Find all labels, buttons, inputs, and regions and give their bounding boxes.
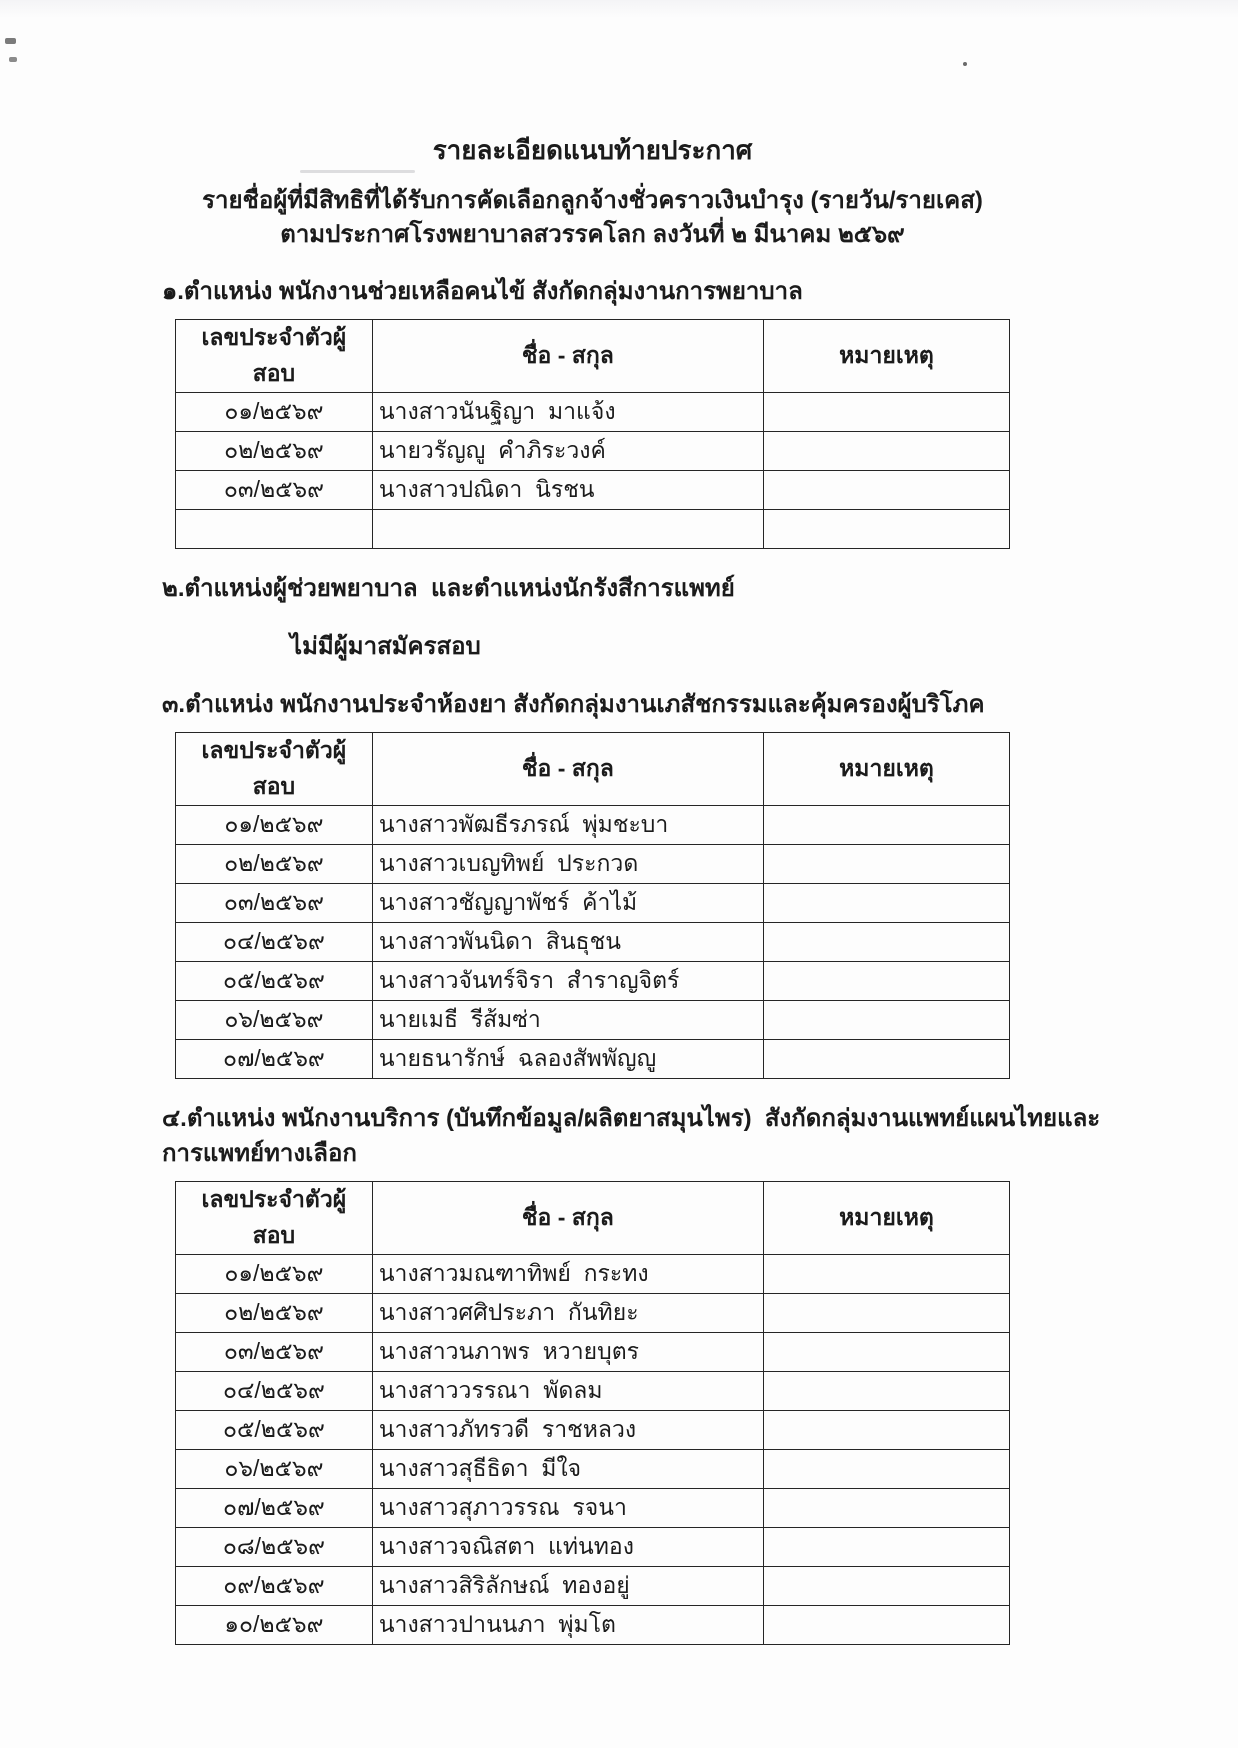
cell-exam-id: ๐๒/๒๕๖๙: [176, 1294, 373, 1333]
cell-remark: [763, 1255, 1009, 1294]
cell-remark: [763, 393, 1009, 432]
cell-name: นางสาวปณิดา นิรชน: [372, 471, 763, 510]
cell-remark: [763, 1567, 1009, 1606]
cell-name: นางสาวนันฐิญา มาแจ้ง: [372, 393, 763, 432]
cell-remark: [763, 884, 1009, 923]
section-heading: ๓.ตำแหน่ง พนักงานประจำห้องยา สังกัดกลุ่มงานเภสัชกรรมและคุ้มครองผู้บริโภค: [162, 691, 985, 718]
table-row: [176, 1372, 1010, 1411]
cell-name: นายวรัญญู คำภิระวงค์: [372, 432, 763, 471]
column-header-exam-id: เลขประจำตัวผู้สอบ: [176, 1182, 373, 1255]
cell-exam-id: ๐๕/๒๕๖๙: [176, 1411, 373, 1450]
cell-exam-id: ๐๘/๒๕๖๙: [176, 1528, 373, 1567]
cell-exam-id: ๐๓/๒๕๖๙: [176, 884, 373, 923]
section-heading: ๔.ตำแหน่ง พนักงานบริการ (บันทึกข้อมูล/ผลิตยาสมุนไพร) สังกัดกลุ่มงานแพทย์แผนไทยและการแพทย์ทางเลือก: [162, 1105, 1101, 1167]
cell-name: นางสาวจันทร์จิรา สำราญจิตร์: [372, 962, 763, 1001]
table-row: [176, 1040, 1010, 1079]
section-note: ไม่มีผู้มาสมัครสอบ: [290, 633, 481, 660]
table-row: [176, 1450, 1010, 1489]
column-header-exam-id: เลขประจำตัวผู้สอบ: [176, 320, 373, 393]
cell-exam-id: ๐๓/๒๕๖๙: [176, 471, 373, 510]
cell-exam-id: ๐๔/๒๕๖๙: [176, 923, 373, 962]
cell-exam-id: ๐๑/๒๕๖๙: [176, 806, 373, 845]
table-row: [176, 471, 1010, 510]
table-row: [176, 1411, 1010, 1450]
cell-remark: [763, 471, 1009, 510]
cell-remark: [763, 1040, 1009, 1079]
position-section: [162, 1101, 1101, 1645]
column-header-remark: หมายเหตุ: [763, 733, 1009, 806]
cell-remark: [763, 1606, 1009, 1645]
cell-exam-id: ๐๑/๒๕๖๙: [176, 1255, 373, 1294]
table-row: [176, 923, 1010, 962]
cell-name: นางสาวเบญทิพย์ ประกวด: [372, 845, 763, 884]
cell-remark: [763, 1450, 1009, 1489]
sections-container: [162, 274, 1101, 1645]
cell-remark: [763, 806, 1009, 845]
column-header-remark: หมายเหตุ: [763, 1182, 1009, 1255]
table-row: [176, 1294, 1010, 1333]
cell-name: นางสาวพันนิดา สินธุชน: [372, 923, 763, 962]
column-header-name: ชื่อ - สกุล: [372, 1182, 763, 1255]
document-title: รายละเอียดแนบท้ายประกาศ: [432, 135, 753, 165]
cell-exam-id: ๐๒/๒๕๖๙: [176, 845, 373, 884]
cell-exam-id: ๐๖/๒๕๖๙: [176, 1450, 373, 1489]
table-header-row: [176, 1182, 1010, 1255]
position-section: [162, 274, 1010, 549]
cell-name: นางสาวจณิสตา แท่นทอง: [372, 1528, 763, 1567]
candidate-table: [175, 319, 1010, 549]
table-row: [176, 1489, 1010, 1528]
cell-remark: [763, 845, 1009, 884]
cell-exam-id: ๐๓/๒๕๖๙: [176, 1333, 373, 1372]
cell-exam-id: [176, 510, 373, 549]
table-row: [176, 806, 1010, 845]
cell-name: นางสาววรรณา พัดลม: [372, 1372, 763, 1411]
table-row: [176, 845, 1010, 884]
cell-exam-id: ๐๒/๒๕๖๙: [176, 432, 373, 471]
table-header-row: [176, 733, 1010, 806]
cell-remark: [763, 1411, 1009, 1450]
cell-remark: [763, 1489, 1009, 1528]
cell-exam-id: ๐๔/๒๕๖๙: [176, 1372, 373, 1411]
column-header-name: ชื่อ - สกุล: [372, 320, 763, 393]
cell-remark: [763, 1294, 1009, 1333]
scan-artifact: [9, 57, 17, 62]
table-row: [176, 510, 1010, 549]
table-row: [176, 1001, 1010, 1040]
cell-exam-id: ๐๗/๒๕๖๙: [176, 1040, 373, 1079]
candidate-table: [175, 732, 1010, 1079]
cell-name: นางสาวชัญญาพัชร์ ค้าไม้: [372, 884, 763, 923]
cell-exam-id: ๐๕/๒๕๖๙: [176, 962, 373, 1001]
cell-name: [372, 510, 763, 549]
section-heading: ๒.ตำแหน่งผู้ช่วยพยาบาล และตำแหน่งนักรังสีการแพทย์: [162, 575, 735, 602]
cell-exam-id: ๐๖/๒๕๖๙: [176, 1001, 373, 1040]
cell-exam-id: ๐๙/๒๕๖๙: [176, 1567, 373, 1606]
cell-name: นางสาวนภาพร หวายบุตร: [372, 1333, 763, 1372]
cell-exam-id: ๑๐/๒๕๖๙: [176, 1606, 373, 1645]
cell-remark: [763, 1528, 1009, 1567]
cell-name: นางสาวสิริลักษณ์ ทองอยู่: [372, 1567, 763, 1606]
cell-name: นางสาวภัทรวดี ราชหลวง: [372, 1411, 763, 1450]
position-section: [162, 687, 1010, 1079]
cell-name: นายธนารักษ์ ฉลองสัพพัญญู: [372, 1040, 763, 1079]
section-heading: ๑.ตำแหน่ง พนักงานช่วยเหลือคนไข้ สังกัดกลุ่มงานการพยาบาล: [162, 278, 803, 305]
cell-remark: [763, 962, 1009, 1001]
column-header-name: ชื่อ - สกุล: [372, 733, 763, 806]
cell-remark: [763, 432, 1009, 471]
table-row: [176, 1255, 1010, 1294]
cell-name: นางสาวศศิประภา กันทิยะ: [372, 1294, 763, 1333]
cell-name: นางสาวมณฑาทิพย์ กระทง: [372, 1255, 763, 1294]
cell-remark: [763, 1372, 1009, 1411]
cell-exam-id: ๐๑/๒๕๖๙: [176, 393, 373, 432]
cell-name: นายเมธี รีส้มซ่า: [372, 1001, 763, 1040]
table-row: [176, 1606, 1010, 1645]
cell-remark: [763, 510, 1009, 549]
table-row: [176, 1567, 1010, 1606]
candidate-table: [175, 1181, 1010, 1645]
cell-name: นางสาวพัฒธีรภรณ์ พุ่มชะบา: [372, 806, 763, 845]
cell-name: นางสาวสุภาวรรณ รจนา: [372, 1489, 763, 1528]
table-row: [176, 1528, 1010, 1567]
cell-name: นางสาวสุธีธิดา มีใจ: [372, 1450, 763, 1489]
position-section: [162, 571, 1010, 665]
column-header-remark: หมายเหตุ: [763, 320, 1009, 393]
table-row: [176, 432, 1010, 471]
column-header-exam-id: เลขประจำตัวผู้สอบ: [176, 733, 373, 806]
cell-exam-id: ๐๗/๒๕๖๙: [176, 1489, 373, 1528]
document-subtitle-line1: รายชื่อผู้ที่มีสิทธิที่ได้รับการคัดเลือกลูกจ้างชั่วคราวเงินบำรุง (รายวัน/รายเคส): [202, 187, 983, 214]
table-row: [176, 884, 1010, 923]
table-row: [176, 1333, 1010, 1372]
cell-remark: [763, 923, 1009, 962]
table-row: [176, 393, 1010, 432]
cell-remark: [763, 1333, 1009, 1372]
document-body: [162, 0, 1101, 1645]
document-subtitle-line2: ตามประกาศโรงพยาบาลสวรรคโลก ลงวันที่ ๒ มีนาคม ๒๕๖๙: [280, 221, 905, 248]
cell-name: นางสาวปานนภา พุ่มโต: [372, 1606, 763, 1645]
cell-remark: [763, 1001, 1009, 1040]
table-header-row: [176, 320, 1010, 393]
table-row: [176, 962, 1010, 1001]
scan-artifact: [5, 38, 16, 44]
